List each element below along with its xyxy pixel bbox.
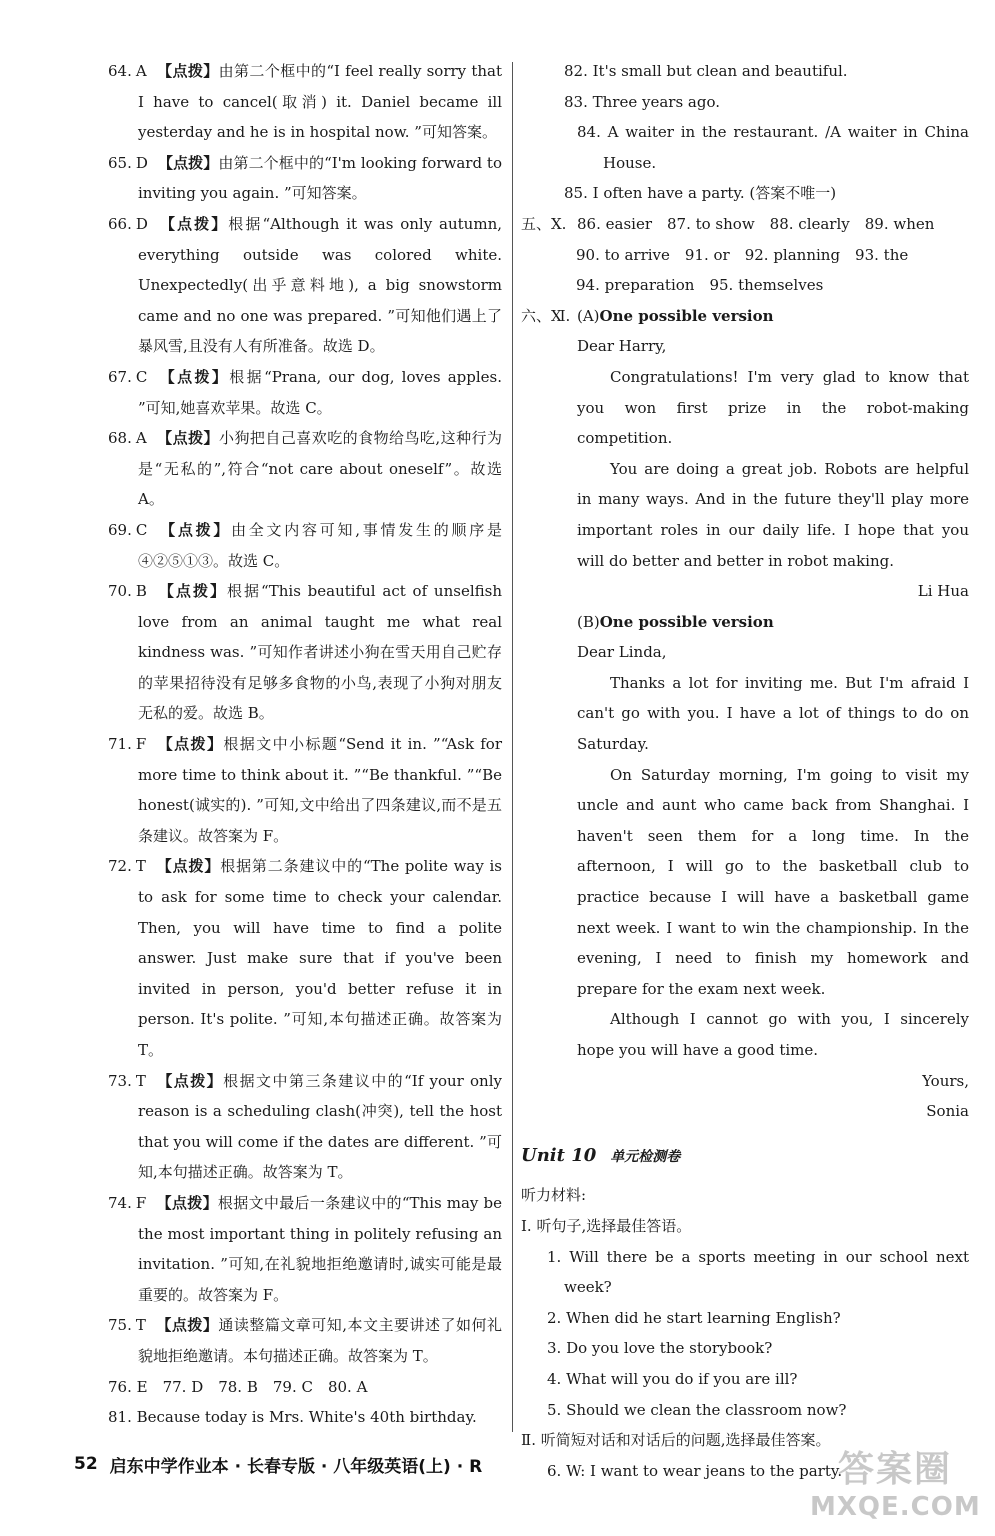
listening-item: 3. Do you love the storybook? <box>547 1339 773 1358</box>
section-5-row-2: 90. to arrive 91. or 92. planning 93. the <box>576 245 909 264</box>
hint-tag: 【点拨】 <box>157 153 219 172</box>
unit-title: Unit 10 <box>521 1144 597 1166</box>
page-footer <box>20 1448 482 1480</box>
answer-choice: F <box>135 1193 147 1212</box>
page-number: 52 <box>74 1454 98 1474</box>
hint-text: 小狗把自己喜欢吃的食物给鸟吃,这种行为是“无私的”,符合“not care about oneself”。故选 A。 <box>138 429 502 509</box>
listening-item: 1. Will there be a sports meeting in our school next week? <box>547 1247 969 1297</box>
watermark-line-2: MXQE.COM <box>810 1492 981 1522</box>
hint-text: 由第二个框中的“I feel really sorry that I have to cancel(取消) it. Daniel became ill yesterday and he is in hospital now. ”可知答案。 <box>138 62 502 142</box>
answer-choice: F <box>135 735 147 754</box>
part-2-item-6: 6. W: I want to wear jeans to the party. <box>547 1461 843 1480</box>
answer-choice: T <box>135 1071 146 1090</box>
letter-b-signature: Sonia <box>926 1102 969 1121</box>
letter-b-closing: Yours, <box>922 1071 969 1090</box>
answer-item <box>108 729 502 851</box>
letter-b-greeting: Dear Linda, <box>577 643 667 662</box>
answer-choice: D <box>135 214 148 233</box>
hint-text: 根据“This beautiful act of unselfish love from an animal taught me what real kindness was. ”可知作者讲述小狗在雪天用自己贮存的苹果招待没有足够多食物的小鸟,表现了小狗对朋友无私的爱。故选 B。 <box>138 582 502 723</box>
section-6 <box>521 301 969 1127</box>
hint-tag: 【点拨】 <box>157 214 229 233</box>
hint-text: 由全文内容可知,事情发生的顺序是④②⑤①③。故选 C。 <box>138 520 502 570</box>
letter-b-paragraph-2: On Saturday morning, I'm going to visit my uncle and aunt who came back from Shanghai. I haven't seen them for a long time. In the afternoon, I will go to the basketball club to practice because I will have a basketball game next week. I want to win the championship. In the evening, I need to finish my homework and prepare for the exam next week. <box>577 765 969 998</box>
hint-text: 根据文中第三条建议中的“If your only reason is a scheduling clash(冲突), tell the host that you will come if the dates are different. ”可知,本句描述正确。故答案为 T。 <box>138 1071 502 1182</box>
hint-tag: 【点拨】 <box>155 1316 219 1335</box>
letter-a-greeting: Dear Harry, <box>577 337 667 356</box>
left-column <box>108 56 502 1433</box>
answer-number: 64. <box>108 62 132 80</box>
part-1-title: Ⅰ. 听句子,选择最佳答语。 <box>521 1216 692 1235</box>
answer-line-76-80: 76. E 77. D 78. B 79. C 80. A <box>108 1377 368 1396</box>
listening-item: 4. What will you do if you are ill? <box>547 1369 798 1388</box>
part-2-title: Ⅱ. 听简短对话和对话后的问题,选择最佳答案。 <box>521 1431 831 1450</box>
right-column <box>521 56 969 1486</box>
hint-tag: 【点拨】 <box>157 367 230 386</box>
letter-b <box>521 607 969 1127</box>
unit-subtitle: 单元检测卷 <box>610 1148 681 1165</box>
hint-tag: 【点拨】 <box>157 520 232 539</box>
hint-text: 根据文中小标题“Send it in. ”“Ask for more time to think about it. ”“Be thankful. ”“Be honest(诚实的). ”可知,文中给出了四条建议,而不是五条建议。故答案为 F。 <box>138 735 502 845</box>
watermark-line-1: 答案圈 <box>837 1449 952 1490</box>
watermark-logo <box>810 1448 980 1528</box>
answer-number: 70. <box>108 582 132 601</box>
answer-item <box>108 1066 502 1188</box>
answer-line-82: 82. It's small but clean and beautiful. <box>564 62 848 80</box>
column-divider <box>512 62 513 1432</box>
letter-a-paragraph-1: Congratulations! I'm very glad to know that you won first prize in the robot-making competition. <box>577 367 969 448</box>
answer-item <box>108 851 502 1065</box>
hint-text: 根据“Prana, our dog, loves apples. ”可知,她喜欢苹果。故选 C。 <box>138 367 502 417</box>
hint-tag: 【点拨】 <box>155 1071 224 1090</box>
hint-text: 根据第二条建议中的“The polite way is to ask for some time to check your calendar. Then, you will have time to find a polite answer. Just make sure that if you've been invited in person, you'd better refuse it in person. It's polite. ”可知,本句描述正确。故答案为 T。 <box>138 857 502 1059</box>
listening-item: 5. Should we clean the classroom now? <box>547 1400 847 1419</box>
hint-tag: 【点拨】 <box>156 429 219 448</box>
answer-number: 75. <box>108 1316 132 1335</box>
answer-item <box>108 423 502 515</box>
answer-item <box>108 209 502 362</box>
section-6-a-prefix: (A) <box>577 306 600 325</box>
hint-text: 根据“Although it was only autumn, everything outside was colored white. Unexpectedly(出乎意料地), a big snowstorm came and no one was prepared. ”可知他们遇上了暴风雪,且没有人有所准备。故选 D。 <box>138 214 502 356</box>
answer-number: 67. <box>108 367 132 386</box>
answer-choice: A <box>135 62 147 80</box>
hint-tag: 【点拨】 <box>156 62 219 80</box>
letter-b-paragraph-3: Although I cannot go with you, I sincerely hope you will have a good time. <box>577 1010 969 1059</box>
answer-number: 69. <box>108 520 132 539</box>
section-5-row-3: 94. preparation 95. themselves <box>576 276 824 295</box>
answer-line-83: 83. Three years ago. <box>564 92 720 111</box>
part-1-list <box>521 1242 969 1426</box>
letter-a <box>521 331 969 606</box>
answer-line-81: 81. Because today is Mrs. White's 40th birthday. <box>108 1408 477 1427</box>
listening-item: 2. When did he start learning English? <box>547 1308 841 1327</box>
answer-choice: T <box>135 1316 146 1335</box>
answer-number: 72. <box>108 857 132 876</box>
letter-a-signature: Li Hua <box>917 582 969 601</box>
answer-choice: D <box>135 153 148 172</box>
answer-item <box>108 148 502 209</box>
book-title: 启东中学作业本 · 长春专版 · 八年级英语(上) · R <box>109 1456 483 1477</box>
answer-item <box>108 576 502 729</box>
hint-tag: 【点拨】 <box>156 735 224 754</box>
answer-number: 66. <box>108 214 132 233</box>
letter-a-paragraph-2: You are doing a great job. Robots are helpful in many ways. And in the future they'll play more important roles in our daily life. I hope that you will do better and better in robot making. <box>577 459 969 570</box>
section-6-a-title: One possible version <box>599 306 774 325</box>
answer-choice: C <box>135 520 148 539</box>
section-5-label: 五、Ⅹ. <box>521 214 567 233</box>
hint-text: 由第二个框中的“I'm looking forward to inviting you again. ”可知答案。 <box>138 153 502 203</box>
answer-choice: T <box>135 857 146 876</box>
left-answer-list <box>108 56 502 1372</box>
answer-item <box>108 515 502 576</box>
hint-tag: 【点拨】 <box>155 857 221 876</box>
answer-choice: A <box>135 429 147 448</box>
answer-item <box>108 56 502 148</box>
answer-number: 65. <box>108 153 132 172</box>
section-5-row-1: 86. easier 87. to show 88. clearly 89. when <box>577 214 935 233</box>
answer-item <box>108 1188 502 1310</box>
section-6-label: 六、Ⅺ. <box>521 306 571 325</box>
answer-line-85: 85. I often have a party. (答案不唯一) <box>564 184 837 203</box>
section-5 <box>521 209 969 301</box>
hint-text: 通读整篇文章可知,本文主要讲述了如何礼貌地拒绝邀请。本句描述正确。故答案为 T。 <box>138 1316 502 1365</box>
answer-number: 71. <box>108 735 132 754</box>
answer-choice: B <box>135 582 147 601</box>
hint-tag: 【点拨】 <box>156 582 228 601</box>
answer-number: 73. <box>108 1071 132 1090</box>
listening-label: 听力材料: <box>521 1186 587 1205</box>
answer-item <box>108 1310 502 1371</box>
hint-text: 根据文中最后一条建议中的“This may be the most important thing in politely refusing an invitation. ”可知,在礼貌地拒绝邀请时,诚实可能是最重要的。故答案为 F。 <box>138 1193 502 1304</box>
answer-item <box>108 362 502 423</box>
unit-heading <box>521 1141 969 1173</box>
letter-b-paragraph-1: Thanks a lot for inviting me. But I'm afraid I can't go with you. I have a lot of things to do on Saturday. <box>577 673 969 754</box>
answer-number: 74. <box>108 1193 132 1212</box>
answer-number: 68. <box>108 429 132 448</box>
section-6-b-title: One possible version <box>599 612 774 631</box>
section-6-b-prefix: (B) <box>577 612 600 631</box>
hint-tag: 【点拨】 <box>156 1193 218 1212</box>
answer-choice: C <box>135 367 148 386</box>
answer-line-84: 84. A waiter in the restaurant. /A waiter in China House. <box>577 123 969 172</box>
